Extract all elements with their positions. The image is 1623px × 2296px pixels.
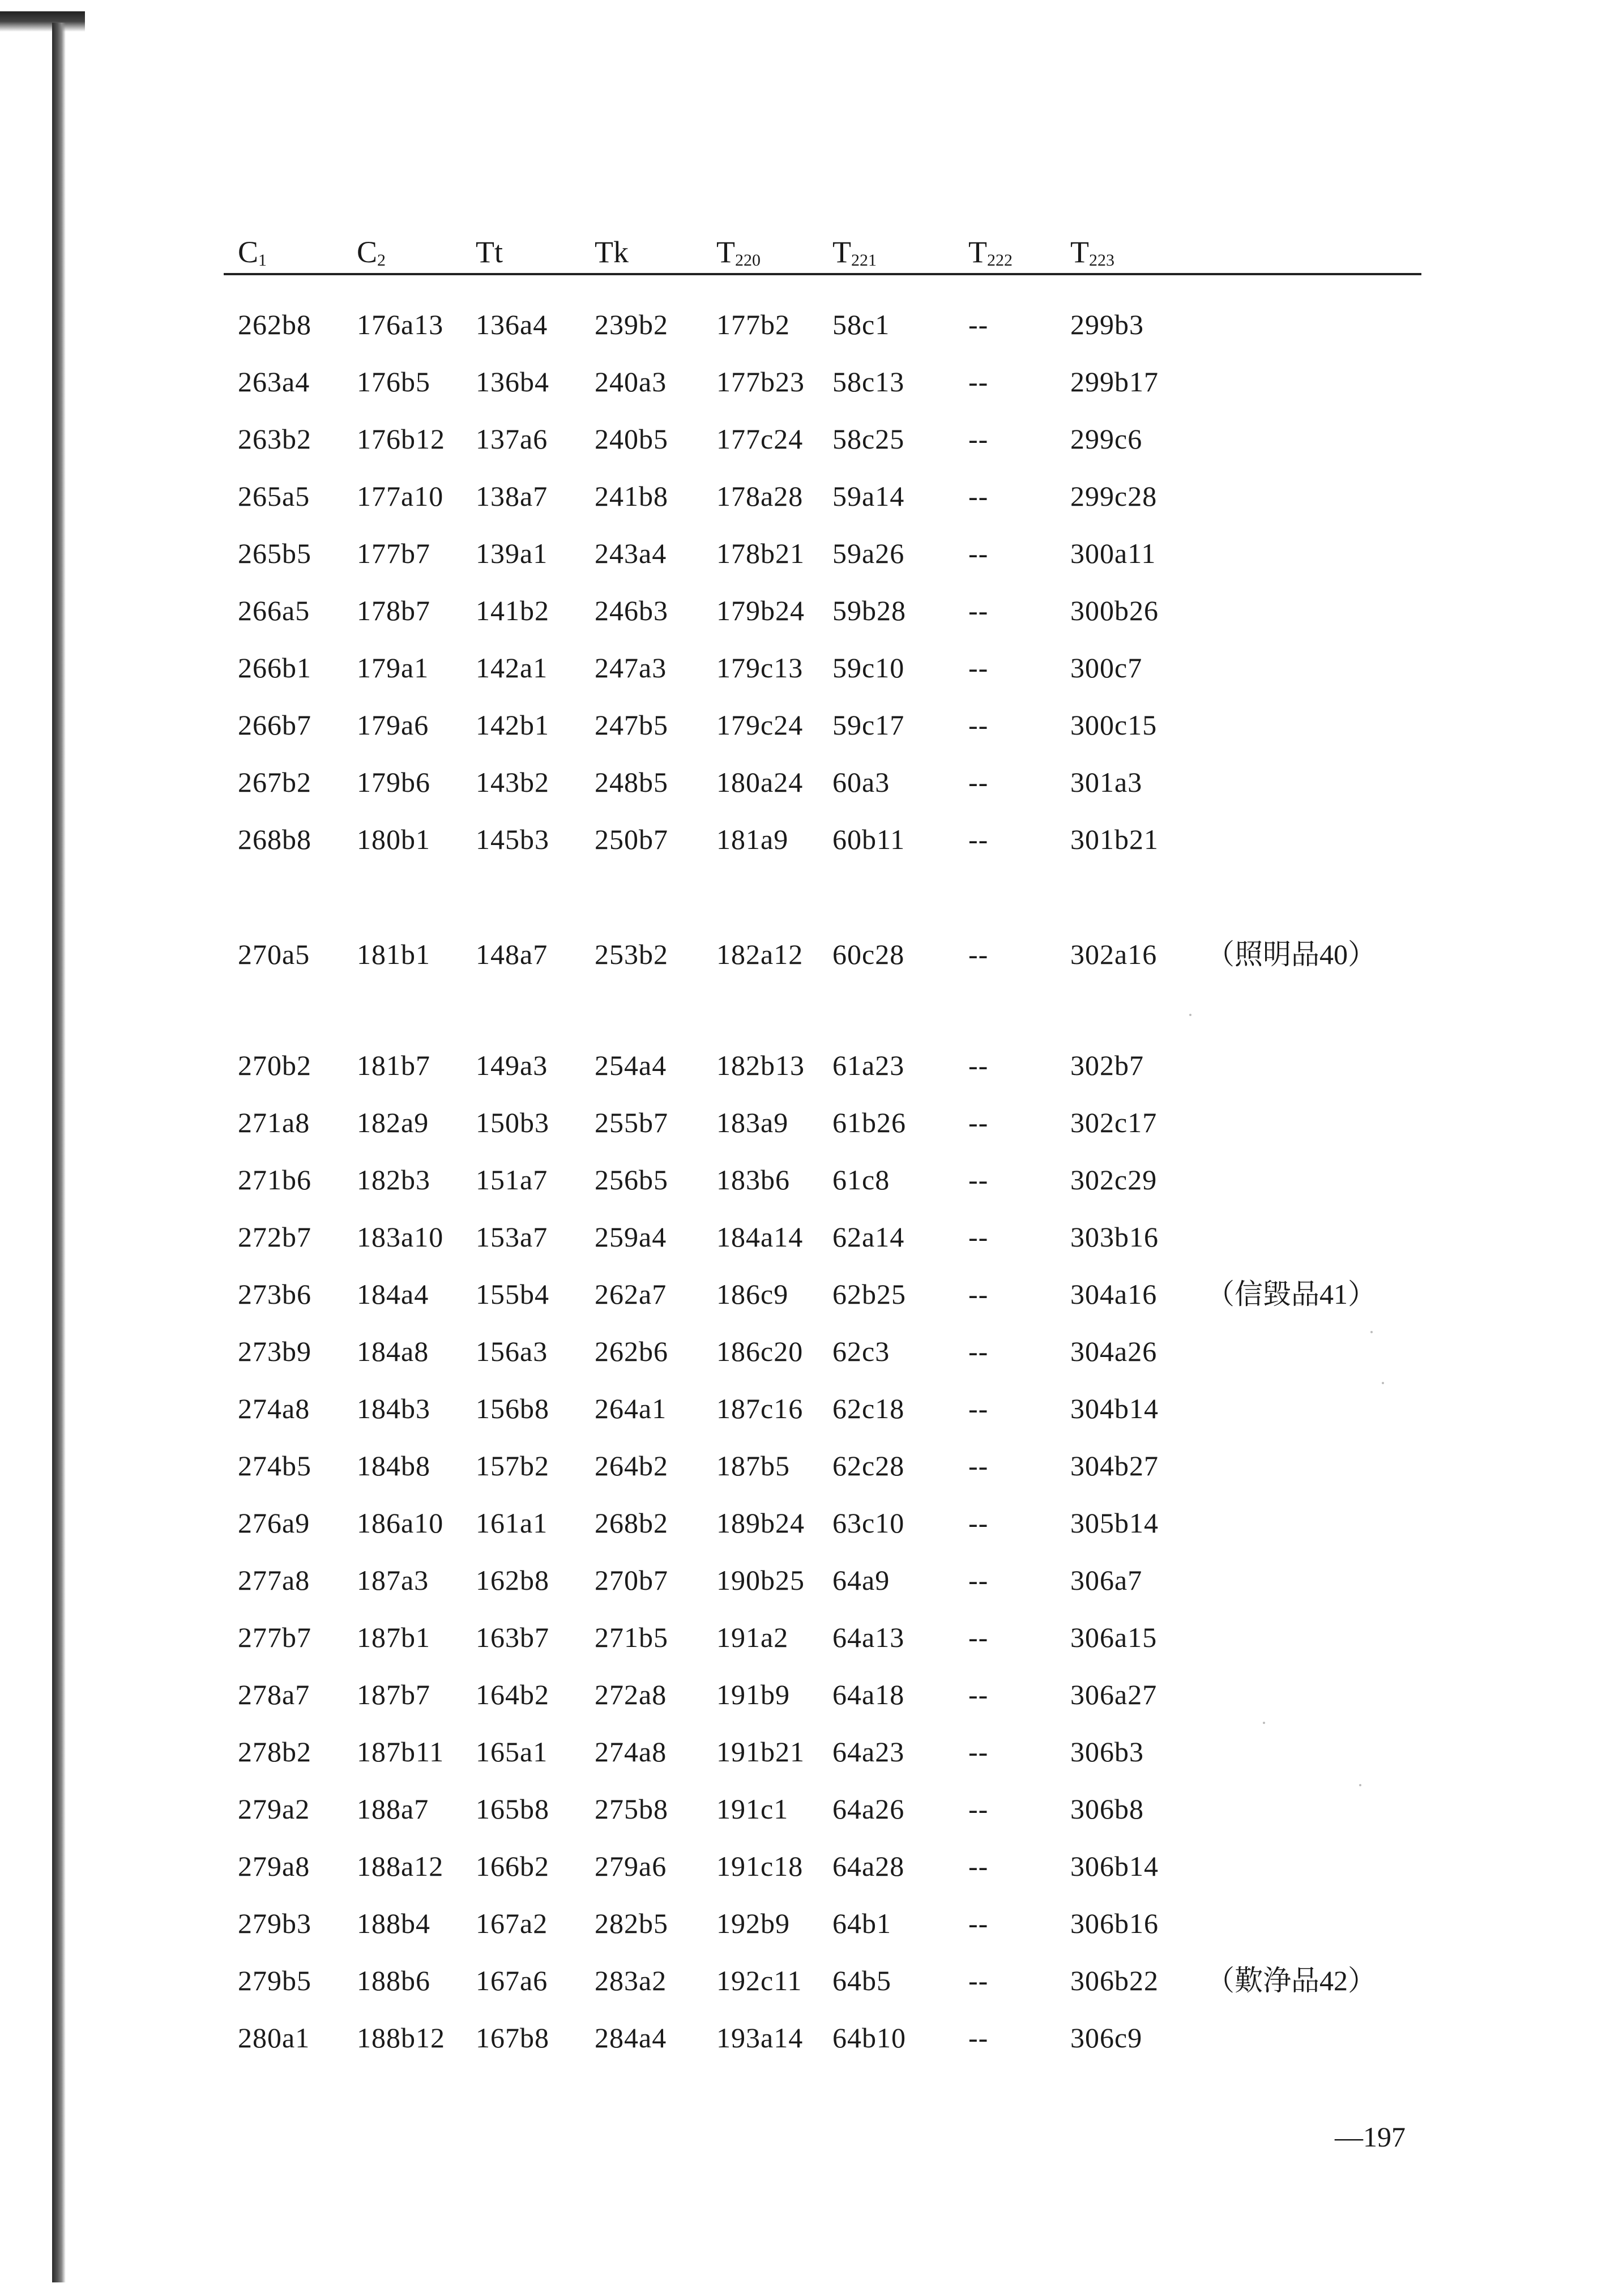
table-cell: -- (968, 423, 989, 455)
table-cell: 162b8 (476, 1564, 549, 1596)
table-cell: 64b5 (832, 1965, 891, 1996)
table-row (0, 699, 1623, 750)
table-cell: 272a8 (595, 1679, 667, 1710)
table-cell: 300c7 (1070, 652, 1143, 684)
table-cell: -- (968, 480, 989, 512)
table-cell: 272b7 (238, 1221, 311, 1253)
table-cell: 186a10 (357, 1507, 444, 1539)
table-cell: 136a4 (476, 309, 548, 340)
table-cell: 64a13 (832, 1621, 905, 1653)
table-row (0, 299, 1623, 350)
table-cell: 61c8 (832, 1164, 890, 1196)
table-cell: 179c13 (716, 652, 804, 684)
table-cell: 303b16 (1070, 1221, 1159, 1253)
table-cell: 136b4 (476, 366, 549, 398)
table-cell: 306a27 (1070, 1679, 1158, 1710)
table-header (0, 227, 1623, 278)
table-cell: 64b10 (832, 2022, 906, 2054)
table-cell: 300c15 (1070, 709, 1158, 741)
column-header (476, 227, 503, 286)
table-row (0, 1898, 1623, 1949)
table-cell: 270a5 (238, 938, 310, 970)
table-cell: 191a2 (716, 1621, 789, 1653)
table-cell: 247a3 (595, 652, 667, 684)
table-cell: 264b2 (595, 1450, 668, 1482)
table-cell: -- (968, 1965, 989, 1996)
table-cell: 306b3 (1070, 1736, 1144, 1768)
table-cell: 274a8 (238, 1393, 310, 1424)
table-cell: 176b12 (357, 423, 445, 455)
table-cell: 306c9 (1070, 2022, 1143, 2054)
table-cell: 299c6 (1070, 423, 1143, 455)
table-cell: 279a6 (595, 1850, 667, 1882)
table-cell: 178b7 (357, 595, 430, 626)
column-header-subscript: 220 (735, 251, 761, 270)
column-header-subscript: 223 (1089, 251, 1114, 270)
table-cell: 138a7 (476, 480, 548, 512)
table-cell: -- (968, 1049, 989, 1081)
table-cell: 176b5 (357, 366, 430, 398)
table-row (0, 585, 1623, 636)
table-cell: 177b23 (716, 366, 805, 398)
table-cell: 63c10 (832, 1507, 905, 1539)
table-cell: 274b5 (238, 1450, 311, 1482)
table-cell: 167b8 (476, 2022, 549, 2054)
table-cell: -- (968, 1393, 989, 1424)
table-row (0, 1669, 1623, 1720)
table-cell: 64a9 (832, 1564, 890, 1596)
table-cell: 61a23 (832, 1049, 905, 1081)
table-cell: 259a4 (595, 1221, 667, 1253)
table-cell: 64a26 (832, 1793, 905, 1825)
table-cell: 179b24 (716, 595, 805, 626)
table-cell: 239b2 (595, 309, 668, 340)
table-cell: 182b13 (716, 1049, 805, 1081)
table-cell: 61b26 (832, 1107, 906, 1138)
table-cell: -- (968, 1450, 989, 1482)
table-cell: 306a7 (1070, 1564, 1143, 1596)
table-cell: 262a7 (595, 1278, 667, 1310)
table-cell: -- (968, 1907, 989, 1939)
table-row (0, 1040, 1623, 1091)
table-cell: 156b8 (476, 1393, 549, 1424)
table-cell: 157b2 (476, 1450, 549, 1482)
table-cell: 145b3 (476, 823, 549, 855)
chapter-note: （照明品40） (1206, 938, 1376, 970)
table-cell: 142b1 (476, 709, 549, 741)
table-cell: 274a8 (595, 1736, 667, 1768)
table-cell: 271b5 (595, 1621, 668, 1653)
table-cell: 59a26 (832, 537, 905, 569)
table-cell: 184b8 (357, 1450, 430, 1482)
table-cell: 60b11 (832, 823, 906, 855)
table-cell: 301a3 (1070, 766, 1143, 798)
table-cell: 187b11 (357, 1736, 445, 1768)
table-row (0, 1269, 1623, 1320)
table-cell: 282b5 (595, 1907, 668, 1939)
table-cell: 306b22 (1070, 1965, 1159, 1996)
table-cell: 300b26 (1070, 595, 1159, 626)
table-row (0, 1097, 1623, 1148)
table-cell: 188b4 (357, 1907, 430, 1939)
table-cell: 62b25 (832, 1278, 906, 1310)
table-cell: 188b6 (357, 1965, 430, 1996)
table-cell: 271b6 (238, 1164, 311, 1196)
column-header-label: C (238, 235, 259, 269)
table-cell: -- (968, 1564, 989, 1596)
scan-binding-edge-top (0, 11, 85, 32)
table-cell: 263a4 (238, 366, 310, 398)
table-cell: 183b6 (716, 1164, 790, 1196)
table-cell: 161a1 (476, 1507, 548, 1539)
table-cell: 191b9 (716, 1679, 790, 1710)
table-cell: -- (968, 309, 989, 340)
table-cell: 62c28 (832, 1450, 905, 1482)
column-header-subscript: 222 (987, 251, 1013, 270)
table-cell: -- (968, 595, 989, 626)
table-cell: 184a8 (357, 1335, 429, 1367)
column-header-label: Tt (476, 235, 503, 269)
table-cell: 59a14 (832, 480, 905, 512)
column-header (832, 227, 877, 286)
table-cell: -- (968, 709, 989, 741)
table-cell: 188a7 (357, 1793, 429, 1825)
table-cell: 306b8 (1070, 1793, 1144, 1825)
table-cell: 284a4 (595, 2022, 667, 2054)
table-cell: 278a7 (238, 1679, 310, 1710)
table-cell: 267b2 (238, 766, 311, 798)
table-cell: 304a16 (1070, 1278, 1158, 1310)
table-cell: 178b21 (716, 537, 805, 569)
table-cell: 163b7 (476, 1621, 549, 1653)
table-cell: -- (968, 1221, 989, 1253)
table-cell: 181a9 (716, 823, 789, 855)
table-cell: 64a23 (832, 1736, 905, 1768)
column-header (595, 227, 629, 286)
table-cell: 60c28 (832, 938, 905, 970)
table-cell: 59c10 (832, 652, 905, 684)
table-cell: 184a14 (716, 1221, 804, 1253)
table-cell: 179a1 (357, 652, 429, 684)
table-cell: 164b2 (476, 1679, 549, 1710)
table-cell: 188b12 (357, 2022, 445, 2054)
table-cell: 137a6 (476, 423, 548, 455)
table-cell: -- (968, 537, 989, 569)
table-cell: 302a16 (1070, 938, 1158, 970)
table-cell: 58c25 (832, 423, 905, 455)
table-cell: 279b5 (238, 1965, 311, 1996)
table-cell: 306b16 (1070, 1907, 1159, 1939)
table-cell: 248b5 (595, 766, 668, 798)
table-cell: 266b1 (238, 652, 311, 684)
table-cell: -- (968, 2022, 989, 2054)
table-row (0, 1497, 1623, 1548)
table-cell: 193a14 (716, 2022, 804, 2054)
table-cell: 262b6 (595, 1335, 668, 1367)
chapter-note: （信毀品41） (1206, 1278, 1376, 1310)
table-cell: 184b3 (357, 1393, 430, 1424)
table-cell: 64a28 (832, 1850, 905, 1882)
table-cell: 279a8 (238, 1850, 310, 1882)
table-row (0, 2012, 1623, 2063)
scan-speck (1189, 1014, 1191, 1016)
table-cell: 246b3 (595, 595, 668, 626)
column-header-label: T (716, 235, 735, 269)
table-cell: 181b1 (357, 938, 430, 970)
table-cell: 179c24 (716, 709, 804, 741)
table-cell: 178a28 (716, 480, 804, 512)
table-cell: 304b14 (1070, 1393, 1159, 1424)
table-cell: 156a3 (476, 1335, 548, 1367)
table-cell: -- (968, 1107, 989, 1138)
table-cell: 64a18 (832, 1679, 905, 1710)
table-cell: 279b3 (238, 1907, 311, 1939)
table-cell: 186c9 (716, 1278, 789, 1310)
table-cell: 148a7 (476, 938, 548, 970)
table-cell: 247b5 (595, 709, 668, 741)
table-cell: 250b7 (595, 823, 668, 855)
table-cell: 277a8 (238, 1564, 310, 1596)
table-cell: 255b7 (595, 1107, 668, 1138)
table-cell: 182a12 (716, 938, 804, 970)
table-row (0, 814, 1623, 865)
table-cell: -- (968, 1793, 989, 1825)
column-header-subscript: 1 (258, 251, 267, 270)
table-cell: 265a5 (238, 480, 310, 512)
table-cell: -- (968, 1736, 989, 1768)
table-cell: 187b7 (357, 1679, 430, 1710)
table-cell: 254a4 (595, 1049, 667, 1081)
table-cell: 187b5 (716, 1450, 790, 1482)
table-cell: 299b3 (1070, 309, 1144, 340)
table-cell: -- (968, 1507, 989, 1539)
table-cell: 262b8 (238, 309, 311, 340)
table-cell: 183a10 (357, 1221, 444, 1253)
table-cell: 184a4 (357, 1278, 429, 1310)
column-header (238, 227, 267, 286)
table-cell: 59c17 (832, 709, 905, 741)
table-cell: 266a5 (238, 595, 310, 626)
column-header (968, 227, 1013, 286)
table-cell: 189b24 (716, 1507, 805, 1539)
table-row (0, 1783, 1623, 1834)
scan-speck (1263, 1722, 1265, 1724)
table-cell: 179a6 (357, 709, 429, 741)
table-cell: -- (968, 1850, 989, 1882)
table-cell: 187c16 (716, 1393, 804, 1424)
table-row (0, 1440, 1623, 1491)
table-cell: 186c20 (716, 1335, 804, 1367)
table-cell: 59b28 (832, 595, 906, 626)
table-cell: 155b4 (476, 1278, 549, 1310)
table-cell: 150b3 (476, 1107, 549, 1138)
table-cell: 266b7 (238, 709, 311, 741)
table-cell: 243a4 (595, 537, 667, 569)
table-row (0, 1555, 1623, 1606)
table-cell: -- (968, 1335, 989, 1367)
table-cell: 276a9 (238, 1507, 310, 1539)
table-row (0, 642, 1623, 693)
table-cell: 153a7 (476, 1221, 548, 1253)
table-row (0, 1211, 1623, 1262)
table-cell: -- (968, 1621, 989, 1653)
table-row (0, 1612, 1623, 1663)
column-header (716, 227, 761, 286)
table-cell: 263b2 (238, 423, 311, 455)
table-cell: 192c11 (716, 1965, 802, 1996)
table-cell: 166b2 (476, 1850, 549, 1882)
table-row (0, 1326, 1623, 1377)
table-cell: 190b25 (716, 1564, 805, 1596)
table-cell: 165b8 (476, 1793, 549, 1825)
table-cell: 278b2 (238, 1736, 311, 1768)
table-cell: 271a8 (238, 1107, 310, 1138)
table-cell: 256b5 (595, 1164, 668, 1196)
table-cell: 58c1 (832, 309, 890, 340)
table-cell: -- (968, 1278, 989, 1310)
table-row (0, 528, 1623, 579)
table-cell: -- (968, 823, 989, 855)
table-cell: 279a2 (238, 1793, 310, 1825)
table-cell: 182a9 (357, 1107, 429, 1138)
table-cell: 62c3 (832, 1335, 890, 1367)
table-cell: 165a1 (476, 1736, 548, 1768)
table-cell: 167a2 (476, 1907, 548, 1939)
table-cell: 299c28 (1070, 480, 1158, 512)
table-row (0, 356, 1623, 407)
column-header-label: T (968, 235, 987, 269)
column-header (1070, 227, 1114, 286)
table-row (0, 1154, 1623, 1205)
table-row (0, 1726, 1623, 1777)
table-cell: 270b7 (595, 1564, 668, 1596)
page-number: —197 (1335, 2121, 1406, 2153)
table-cell: 305b14 (1070, 1507, 1159, 1539)
table-cell: 264a1 (595, 1393, 667, 1424)
table-cell: 275b8 (595, 1793, 668, 1825)
table-cell: 151a7 (476, 1164, 548, 1196)
table-cell: 181b7 (357, 1049, 430, 1081)
table-cell: 60a3 (832, 766, 890, 798)
table-cell: 176a13 (357, 309, 444, 340)
table-cell: -- (968, 1679, 989, 1710)
table-cell: 64b1 (832, 1907, 891, 1939)
table-cell: 300a11 (1070, 537, 1156, 569)
table-cell: 304b27 (1070, 1450, 1159, 1482)
table-cell: 180b1 (357, 823, 430, 855)
table-cell: 187b1 (357, 1621, 430, 1653)
column-header-label: T (832, 235, 851, 269)
table-cell: 187a3 (357, 1564, 429, 1596)
column-header-subscript: 2 (377, 251, 386, 270)
table-cell: 177c24 (716, 423, 804, 455)
table-cell: 191c1 (716, 1793, 789, 1825)
table-row (0, 1383, 1623, 1434)
table-cell: -- (968, 938, 989, 970)
header-rule (224, 273, 1421, 275)
table-cell: 177b2 (716, 309, 790, 340)
table-cell: 302c17 (1070, 1107, 1158, 1138)
table-cell: 304a26 (1070, 1335, 1158, 1367)
table-cell: 141b2 (476, 595, 549, 626)
column-header-label: Tk (595, 235, 629, 269)
table-cell: 143b2 (476, 766, 549, 798)
column-header (357, 227, 386, 286)
table-cell: 182b3 (357, 1164, 430, 1196)
table-cell: 280a1 (238, 2022, 310, 2054)
table-cell: 191b21 (716, 1736, 805, 1768)
column-header-label: C (357, 235, 378, 269)
table-row (0, 1841, 1623, 1892)
table-cell: 273b9 (238, 1335, 311, 1367)
table-cell: 302c29 (1070, 1164, 1158, 1196)
column-header-label: T (1070, 235, 1089, 269)
column-header-subscript: 221 (851, 251, 877, 270)
table-cell: 240a3 (595, 366, 667, 398)
table-cell: 306a15 (1070, 1621, 1158, 1653)
table-cell: 180a24 (716, 766, 804, 798)
table-cell: -- (968, 766, 989, 798)
table-cell: 283a2 (595, 1965, 667, 1996)
table-row (0, 929, 1623, 980)
table-cell: 306b14 (1070, 1850, 1159, 1882)
table-cell: -- (968, 1164, 989, 1196)
table-cell: 142a1 (476, 652, 548, 684)
chapter-note: （歎浄品42） (1206, 1965, 1376, 1996)
table-cell: -- (968, 652, 989, 684)
table-cell: 270b2 (238, 1049, 311, 1081)
table-cell: 301b21 (1070, 823, 1159, 855)
table-cell: 273b6 (238, 1278, 311, 1310)
table-cell: 240b5 (595, 423, 668, 455)
table-cell: 177a10 (357, 480, 444, 512)
table-cell: 62a14 (832, 1221, 905, 1253)
table-row (0, 471, 1623, 522)
table-cell: 277b7 (238, 1621, 311, 1653)
table-row (0, 1955, 1623, 2006)
table-row (0, 757, 1623, 808)
table-cell: 58c13 (832, 366, 905, 398)
table-cell: 167a6 (476, 1965, 548, 1996)
table-cell: 268b8 (238, 823, 311, 855)
table-cell: 192b9 (716, 1907, 790, 1939)
table-cell: 191c18 (716, 1850, 804, 1882)
table-cell: 302b7 (1070, 1049, 1144, 1081)
table-cell: 253b2 (595, 938, 668, 970)
table-cell: 139a1 (476, 537, 548, 569)
table-cell: 265b5 (238, 537, 311, 569)
table-cell: 188a12 (357, 1850, 444, 1882)
table-cell: 149a3 (476, 1049, 548, 1081)
table-cell: 62c18 (832, 1393, 905, 1424)
table-cell: 268b2 (595, 1507, 668, 1539)
table-row (0, 413, 1623, 464)
table-cell: 177b7 (357, 537, 430, 569)
table-cell: 183a9 (716, 1107, 789, 1138)
table-cell: -- (968, 366, 989, 398)
table-cell: 241b8 (595, 480, 668, 512)
table-cell: 299b17 (1070, 366, 1159, 398)
table-cell: 179b6 (357, 766, 430, 798)
